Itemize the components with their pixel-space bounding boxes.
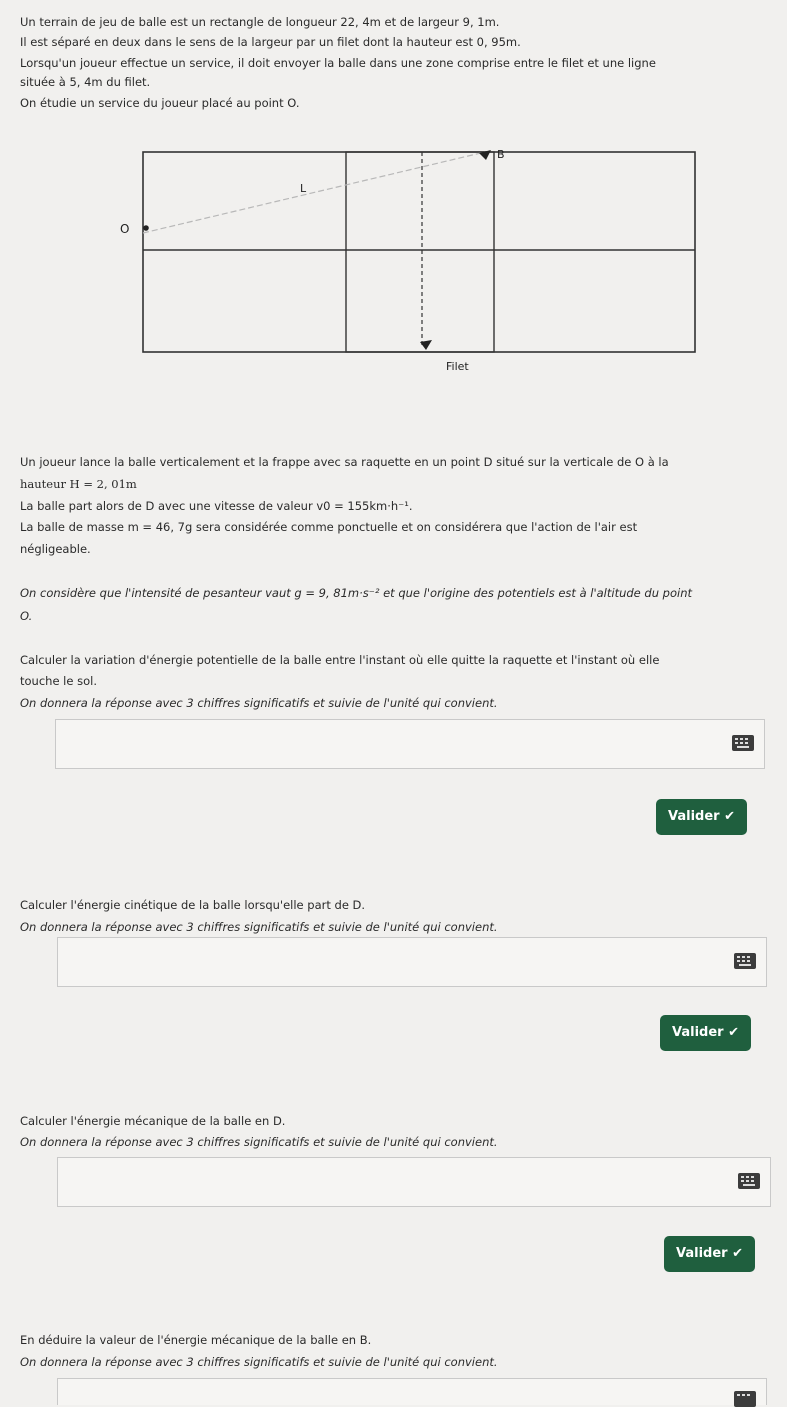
statement-mass-cont: négligeable.: [20, 542, 91, 556]
statement-speed: La balle part alors de D avec une vitesse de valeur v0 = 155km·h⁻¹.: [20, 499, 413, 513]
intro-line-4: située à 5, 4m du filet.: [20, 75, 151, 89]
point-o-dot: [143, 225, 149, 231]
answer-3-field[interactable]: [57, 1157, 771, 1207]
validate-button-2[interactable]: Valider ✔: [660, 1015, 751, 1051]
statement-mass: La balle de masse m = 46, 7g sera considérée comme ponctuelle et on considérera que l'action de l'air est: [20, 520, 638, 534]
question-3-text: Calculer l'énergie mécanique de la balle en D.: [20, 1114, 286, 1128]
question-2-text: Calculer l'énergie cinétique de la balle lorsqu'elle part de D.: [20, 898, 366, 912]
label-net: Filet: [446, 360, 469, 373]
answer-4-field[interactable]: [57, 1378, 767, 1405]
statement-line-1: Un joueur lance la balle verticalement et la frappe avec sa raquette en un point D situé sur la verticale de O à la: [20, 455, 669, 469]
intro-line-1: Un terrain de jeu de balle est un rectangle de longueur 22, 4m et de largeur 9, 1m.: [20, 15, 500, 29]
statement-height: hauteur H = 2, 01m: [20, 477, 137, 491]
question-1-text-cont: touche le sol.: [20, 674, 97, 688]
trajectory-line: [143, 152, 485, 233]
question-1-instruction: On donnera la réponse avec 3 chiffres significatifs et suivie de l'unité qui convient.: [20, 696, 498, 710]
court-diagram: [110, 140, 700, 380]
question-1-text: Calculer la variation d'énergie potentielle de la balle entre l'instant où elle quitte la raquette et l'instant où elle: [20, 653, 660, 667]
validate-button-1[interactable]: Valider ✔: [656, 799, 747, 835]
statement-gravity: On considère que l'intensité de pesanteur vaut g = 9, 81m·s⁻² et que l'origine des potentiels est à l'altitude du point: [20, 586, 692, 600]
label-b: B: [497, 148, 505, 161]
intro-line-5: On étudie un service du joueur placé au point O.: [20, 96, 300, 110]
intro-line-2: Il est séparé en deux dans le sens de la largeur par un filet dont la hauteur est 0, 95m.: [20, 35, 521, 49]
label-l: L: [300, 182, 307, 195]
keyboard-icon[interactable]: [734, 953, 756, 969]
intro-line-3: Lorsqu'un joueur effectue un service, il doit envoyer la balle dans une zone comprise entre le filet et une ligne: [20, 56, 656, 70]
answer-2-field[interactable]: [57, 937, 767, 987]
statement-gravity-cont: O.: [20, 609, 33, 623]
question-2-instruction: On donnera la réponse avec 3 chiffres significatifs et suivie de l'unité qui convient.: [20, 920, 498, 934]
court-outline: [143, 152, 695, 352]
question-3-instruction: On donnera la réponse avec 3 chiffres significatifs et suivie de l'unité qui convient.: [20, 1135, 498, 1149]
service-zone: [346, 152, 494, 352]
question-4-instruction: On donnera la réponse avec 3 chiffres significatifs et suivie de l'unité qui convient.: [20, 1355, 498, 1369]
label-o: O: [120, 222, 130, 236]
answer-1-field[interactable]: [55, 719, 765, 769]
keyboard-icon[interactable]: [738, 1173, 760, 1189]
question-4-text: En déduire la valeur de l'énergie mécanique de la balle en B.: [20, 1333, 372, 1347]
keyboard-icon[interactable]: [732, 735, 754, 751]
validate-button-3[interactable]: Valider ✔: [664, 1236, 755, 1272]
